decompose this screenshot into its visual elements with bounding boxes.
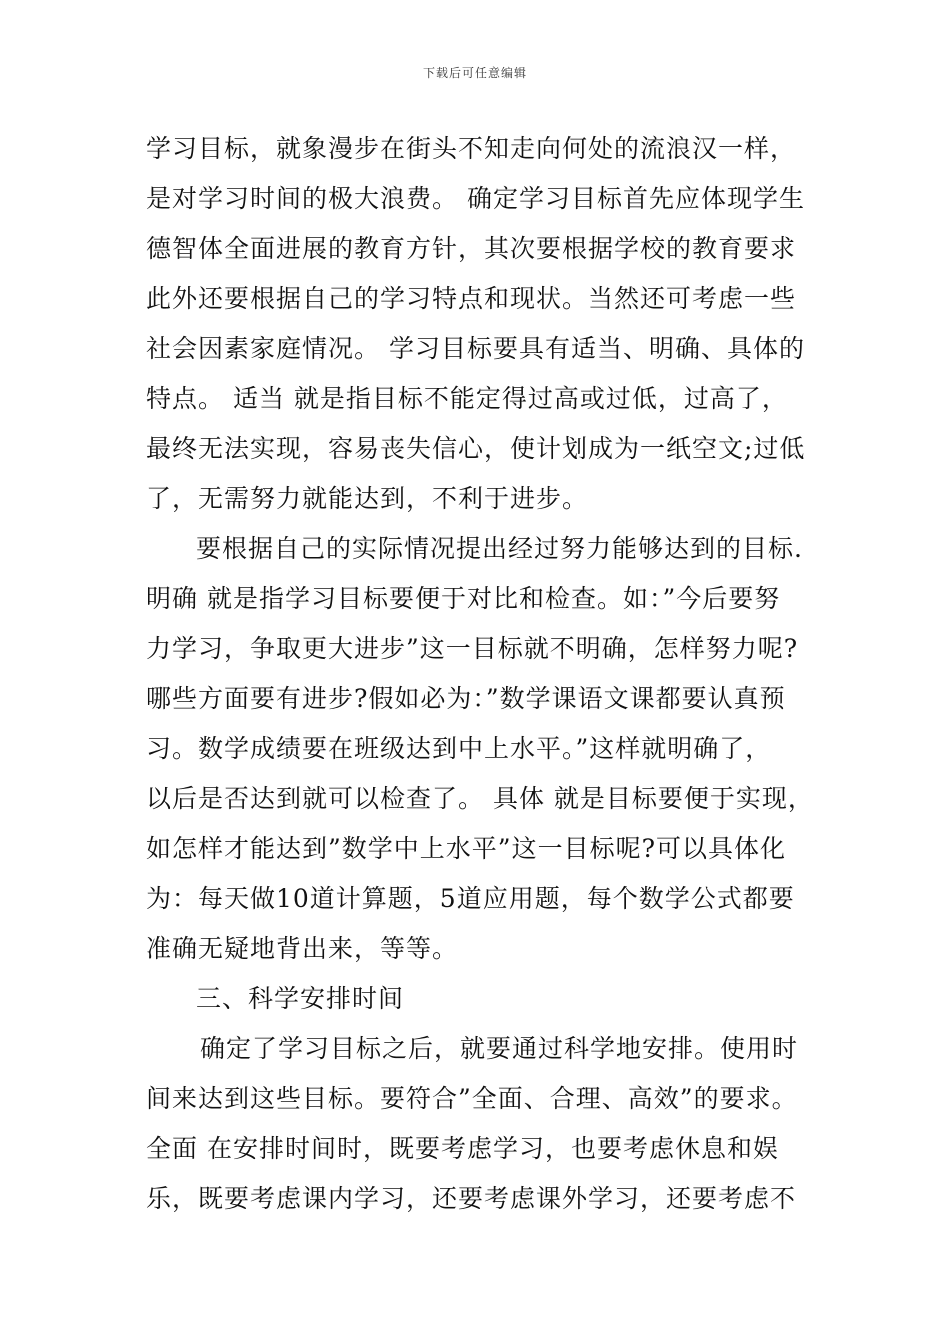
text-line-8: 了，无需努力就能达到，不利于进步。	[146, 484, 589, 513]
text-line-2: 是对学习时间的极大浪费。 确定学习目标首先应体现学生	[146, 184, 805, 213]
text-line-9: 要根据自己的实际情况提出经过努力能够达到的目标.	[196, 534, 803, 563]
text-line-14: 以后是否达到就可以检查了。 具体 就是目标要便于实现，	[146, 784, 814, 813]
section-heading: 三、科学安排时间	[196, 984, 405, 1013]
text-line-10: 明确 就是指学习目标要便于对比和检查。如：”今后要努	[146, 584, 781, 613]
text-line-3: 德智体全面进展的教育方针，其次要根据学校的教育要求	[146, 234, 797, 263]
page-header: 下载后可任意编辑	[422, 66, 527, 80]
text-line-22: 乐，既要考虑课内学习，还要考虑课外学习，还要考虑不	[146, 1184, 797, 1213]
text-line-1: 学习目标，就象漫步在街头不知走向何处的流浪汉一样，	[146, 134, 797, 163]
text-line-16: 为：每天做10道计算题，5道应用题，每个数学公式都要	[146, 884, 795, 913]
text-line-17: 准确无疑地背出来，等等。	[146, 934, 459, 963]
text-line-11: 力学习，争取更大进步”这一目标就不明确，怎样努力呢?	[146, 634, 799, 663]
text-line-5: 社会因素家庭情况。 学习目标要具有适当、明确、具体的	[146, 334, 805, 363]
text-line-12: 哪些方面要有进步?假如必为：”数学课语文课都要认真预	[146, 684, 786, 713]
text-line-15: 如怎样才能达到”数学中上水平”这一目标呢?可以具体化	[146, 834, 786, 863]
text-line-4: 此外还要根据自己的学习特点和现状。当然还可考虑一些	[146, 284, 797, 313]
text-line-21: 全面 在安排时间时，既要考虑学习，也要考虑休息和娱	[146, 1134, 779, 1163]
text-line-6: 特点。 适当 就是指目标不能定得过高或过低，过高了，	[146, 384, 788, 413]
text-line-7: 最终无法实现，容易丧失信心，使计划成为一纸空文;过低	[146, 434, 806, 463]
text-line-20: 间来达到这些目标。要符合”全面、合理、高效”的要求。	[146, 1084, 798, 1113]
text-line-19: 确定了学习目标之后，就要通过科学地安排。使用时	[200, 1034, 799, 1063]
text-line-13: 习。数学成绩要在班级达到中上水平。”这样就明确了，	[146, 734, 772, 763]
